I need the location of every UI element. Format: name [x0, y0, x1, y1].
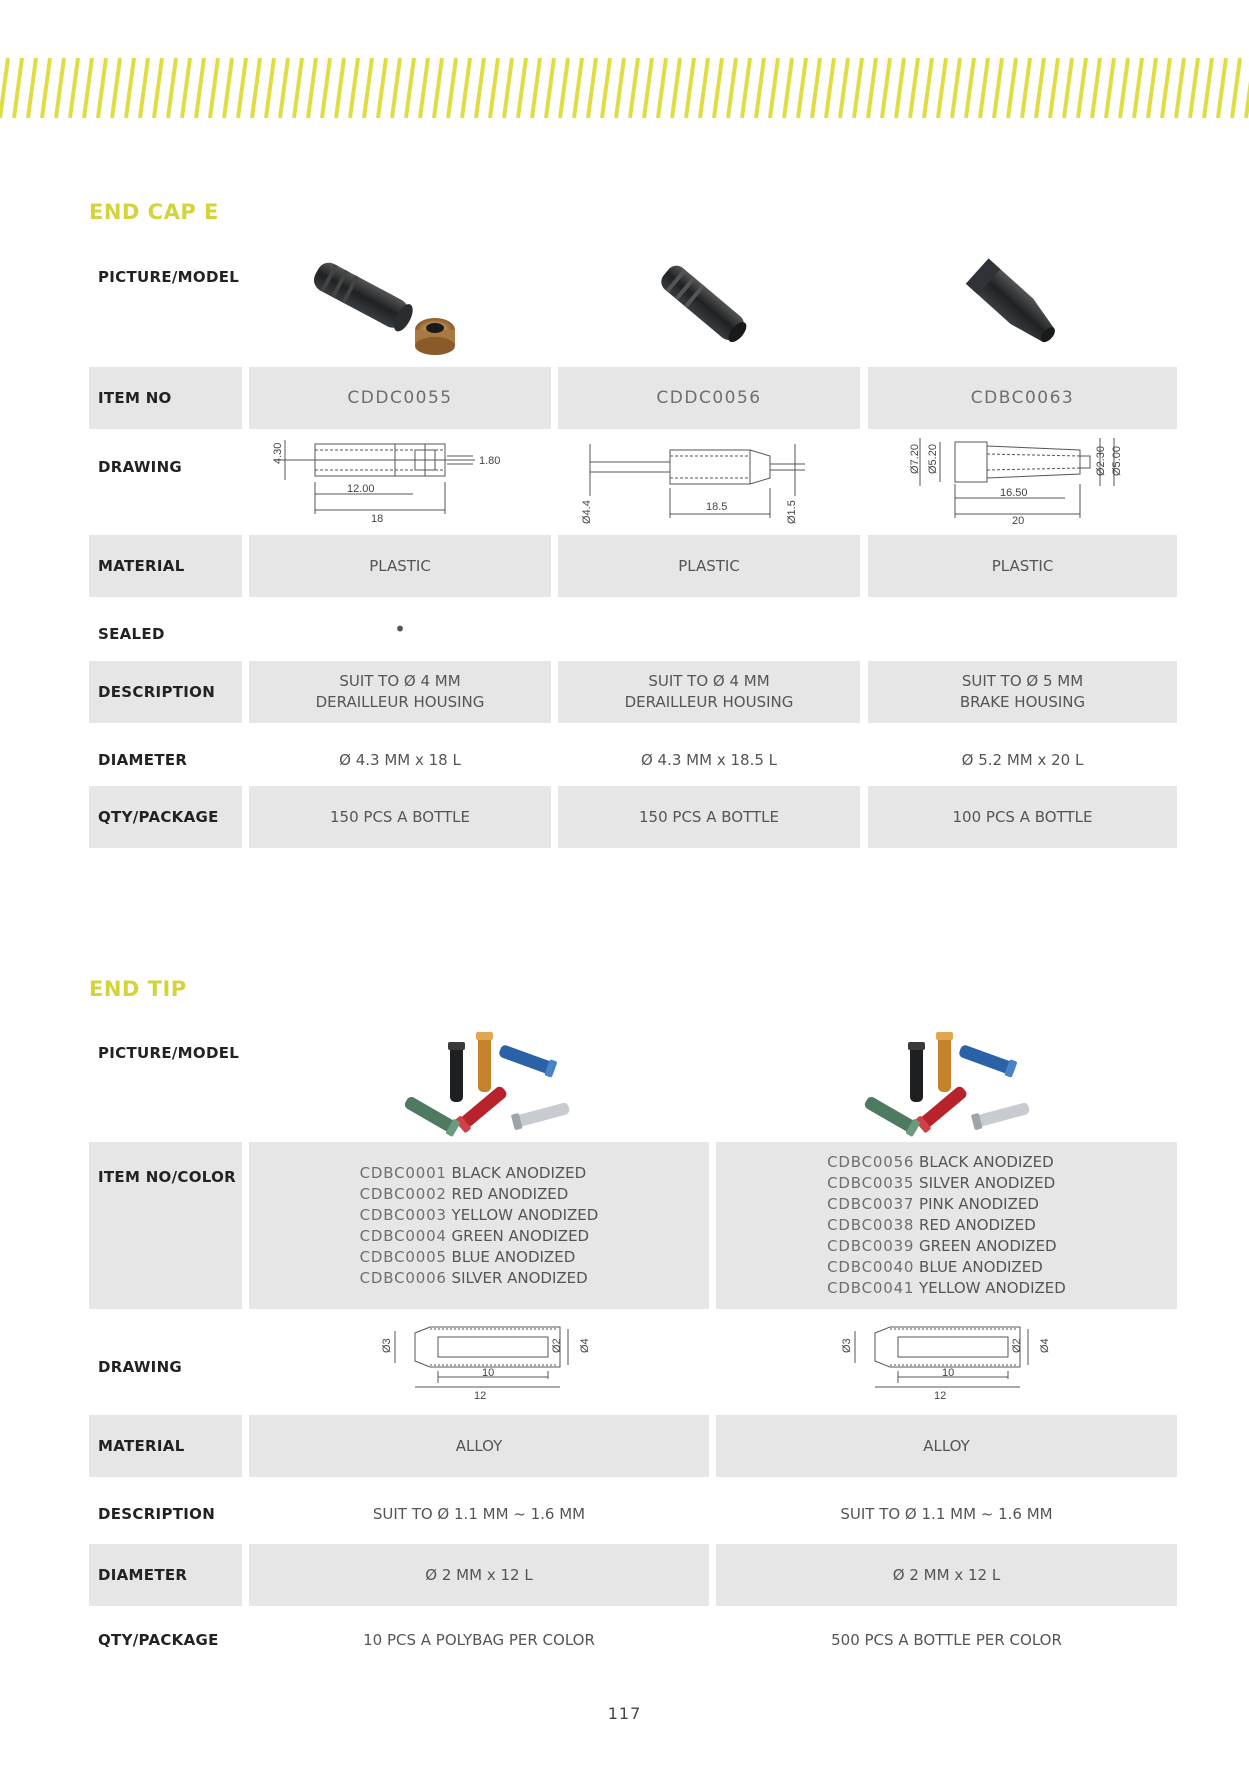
stripe [154, 58, 162, 118]
stripe [252, 58, 260, 118]
stripe [434, 58, 442, 118]
page-number: 117 [607, 1704, 642, 1723]
section-title-end-cap-e: END CAP E [89, 200, 219, 224]
stripe [210, 58, 218, 118]
description-line-1: SUIT TO Ø 4 MM [648, 672, 770, 690]
stripe [350, 58, 358, 118]
list-item: CDBC0004 GREEN ANODIZED [359, 1226, 590, 1245]
stripe [560, 58, 568, 118]
stripe [616, 58, 624, 118]
stripe [938, 58, 946, 118]
drawing-end-tip-2 [830, 1323, 1060, 1401]
drawing-label-d1: Ø3 [841, 1338, 853, 1353]
description-line-2: DERAILLEUR HOUSING [315, 693, 485, 711]
stripe [420, 58, 428, 118]
stripe [112, 58, 120, 118]
item-no-cdbc0063: CDBC0063 [868, 367, 1177, 429]
drawing-label-l2: 18 [371, 513, 384, 525]
stripe [280, 58, 288, 118]
description-cddc0055 [249, 661, 551, 723]
stripe [196, 58, 204, 118]
drawing-label-d1: 4.30 [272, 442, 284, 464]
list-item: CDBC0001 BLACK ANODIZED [359, 1163, 587, 1182]
stripe [1022, 58, 1030, 118]
list-item: CDBC0041 YELLOW ANODIZED [827, 1279, 1066, 1297]
stripe [364, 58, 372, 118]
stripe [742, 58, 750, 118]
stripe [1134, 58, 1142, 118]
diameter-cddc0055: Ø 4.3 MM x 18 L [339, 750, 461, 769]
stripe [868, 58, 876, 118]
label-qty-package-2: QTY/PACKAGE [98, 1631, 219, 1649]
drawing-cdbc0063 [900, 436, 1150, 526]
stripe [896, 58, 904, 118]
product-image-end-tip-set-1 [400, 1022, 580, 1137]
stripe [98, 58, 106, 118]
material-end-tip-2: ALLOY [716, 1415, 1177, 1477]
stripe [266, 58, 274, 118]
stripe [798, 58, 806, 118]
stripe [602, 58, 610, 118]
drawing-label-d4: Ø5.00 [1111, 446, 1123, 476]
stripe [686, 58, 694, 118]
label-description-2: DESCRIPTION [98, 1505, 216, 1523]
drawing-label-d3: Ø4 [579, 1338, 591, 1353]
stripe [140, 58, 148, 118]
stripe [1036, 58, 1044, 118]
stripe [700, 58, 708, 118]
stripe [532, 58, 540, 118]
stripe [448, 58, 456, 118]
label-material: MATERIAL [89, 535, 242, 597]
label-material-2: MATERIAL [89, 1415, 242, 1477]
stripe [910, 58, 918, 118]
list-item: CDBC0005 BLUE ANODIZED [359, 1247, 576, 1266]
description-end-tip-1: SUIT TO Ø 1.1 MM ~ 1.6 MM [372, 1504, 586, 1523]
stripe [980, 58, 988, 118]
stripe [1050, 58, 1058, 118]
material-cddc0056: PLASTIC [558, 535, 860, 597]
description-cddc0056 [558, 661, 860, 723]
list-item: CDBC0035 SILVER ANODIZED [827, 1174, 1056, 1192]
stripe [70, 58, 78, 118]
list-item: CDBC0006 SILVER ANODIZED [359, 1268, 588, 1287]
stripe [308, 58, 316, 118]
stripe [518, 58, 526, 118]
label-picture-model-2: PICTURE/MODEL [98, 1044, 240, 1062]
header-stripes [0, 0, 1249, 200]
stripe [14, 58, 22, 118]
description-line-1: SUIT TO Ø 4 MM [339, 672, 461, 690]
product-image-cddc0055 [300, 252, 460, 357]
drawing-label-l1: 10 [942, 1367, 955, 1379]
drawing-label-d3: Ø4 [1039, 1338, 1051, 1353]
stripe [1106, 58, 1114, 118]
stripe [490, 58, 498, 118]
drawing-end-tip-1 [370, 1323, 600, 1401]
material-end-tip-1: ALLOY [249, 1415, 709, 1477]
stripe [28, 58, 36, 118]
stripe [672, 58, 680, 118]
item-no-cddc0055: CDDC0055 [249, 367, 551, 429]
drawing-label-d2: Ø1.5 [786, 500, 798, 524]
drawing-label-d1: Ø7.20 [909, 444, 921, 474]
stripe [322, 58, 330, 118]
stripe [840, 58, 848, 118]
list-item: CDBC0039 GREEN ANODIZED [827, 1237, 1057, 1255]
stripe [994, 58, 1002, 118]
stripe [770, 58, 778, 118]
product-image-end-tip-set-2 [860, 1022, 1040, 1137]
stripe [168, 58, 176, 118]
drawing-cddc0056 [570, 436, 840, 528]
stripe [546, 58, 554, 118]
stripe [574, 58, 582, 118]
item-no-cddc0056: CDDC0056 [558, 367, 860, 429]
stripe [378, 58, 386, 118]
stripe [126, 58, 134, 118]
drawing-label-l2: 12 [474, 1390, 487, 1401]
stripe [658, 58, 666, 118]
list-item: CDBC0038 RED ANODIZED [827, 1216, 1036, 1234]
item-list-set-1 [249, 1142, 709, 1309]
description-line-2: DERAILLEUR HOUSING [624, 693, 794, 711]
material-cddc0055: PLASTIC [249, 535, 551, 597]
drawing-label-l1: 18.5 [706, 501, 728, 513]
stripe [1078, 58, 1086, 118]
drawing-label-d1: Ø3 [381, 1338, 393, 1353]
stripe [1176, 58, 1184, 118]
list-item: CDBC0040 BLUE ANODIZED [827, 1258, 1043, 1276]
stripe [924, 58, 932, 118]
list-item: CDBC0003 YELLOW ANODIZED [359, 1205, 599, 1224]
label-picture-model: PICTURE/MODEL [98, 268, 240, 286]
stripe [182, 58, 190, 118]
label-sealed: SEALED [98, 625, 165, 643]
drawing-cddc0055 [265, 436, 515, 526]
item-list-set-2 [716, 1142, 1177, 1309]
drawing-label-d2: Ø2 [1011, 1338, 1023, 1353]
stripe [392, 58, 400, 118]
qty-end-tip-2: 500 PCS A BOTTLE PER COLOR [831, 1630, 1062, 1649]
stripe [1008, 58, 1016, 118]
stripe [882, 58, 890, 118]
label-drawing: DRAWING [98, 458, 183, 476]
label-item-no: ITEM NO [89, 367, 242, 429]
stripe [476, 58, 484, 118]
stripe [630, 58, 638, 118]
stripe [756, 58, 764, 118]
stripe [406, 58, 414, 118]
list-item: CDBC0037 PINK ANODIZED [827, 1195, 1039, 1213]
stripe [826, 58, 834, 118]
stripe [56, 58, 64, 118]
label-qty-package: QTY/PACKAGE [89, 786, 242, 848]
diameter-end-tip-2: Ø 2 MM x 12 L [716, 1544, 1177, 1606]
stripe [1162, 58, 1170, 118]
stripe [336, 58, 344, 118]
stripe [224, 58, 232, 118]
stripe [644, 58, 652, 118]
qty-end-tip-1: 10 PCS A POLYBAG PER COLOR [363, 1630, 595, 1649]
qty-cdbc0063: 100 PCS A BOTTLE [868, 786, 1177, 848]
stripe [1064, 58, 1072, 118]
material-cdbc0063: PLASTIC [868, 535, 1177, 597]
drawing-label-l2: 20 [1012, 515, 1025, 526]
drawing-label-d2: Ø5.20 [927, 444, 939, 474]
product-image-cdbc0063 [960, 252, 1070, 357]
stripe [1092, 58, 1100, 118]
drawing-label-l1: 12.00 [347, 483, 375, 495]
label-drawing-2: DRAWING [98, 1358, 183, 1376]
stripe [952, 58, 960, 118]
stripe [1232, 58, 1240, 118]
section-title-end-tip: END TIP [89, 977, 187, 1001]
stripe [812, 58, 820, 118]
drawing-label-l2: 12 [934, 1390, 947, 1401]
stripe [1190, 58, 1198, 118]
stripe [84, 58, 92, 118]
qty-cddc0055: 150 PCS A BOTTLE [249, 786, 551, 848]
diameter-end-tip-1: Ø 2 MM x 12 L [249, 1544, 709, 1606]
description-line-2: BRAKE HOUSING [959, 693, 1086, 711]
drawing-label-d3: Ø2.30 [1095, 446, 1107, 476]
stripe [714, 58, 722, 118]
stripe [238, 58, 246, 118]
stripe [728, 58, 736, 118]
stripe [588, 58, 596, 118]
sealed-mark-cddc0055: • [394, 616, 406, 641]
stripe [1120, 58, 1128, 118]
description-end-tip-2: SUIT TO Ø 1.1 MM ~ 1.6 MM [840, 1504, 1053, 1523]
diameter-cdbc0063: Ø 5.2 MM x 20 L [961, 750, 1084, 769]
drawing-label-d2: 1.80 [479, 455, 501, 467]
drawing-label-d1: Ø4.4 [581, 500, 593, 524]
label-description: DESCRIPTION [89, 661, 242, 723]
drawing-label-l1: 10 [482, 1367, 495, 1379]
description-line-1: SUIT TO Ø 5 MM [961, 672, 1084, 690]
list-item: CDBC0002 RED ANODIZED [359, 1184, 569, 1203]
stripe [1218, 58, 1226, 118]
stripe [294, 58, 302, 118]
list-item: CDBC0056 BLACK ANODIZED [827, 1153, 1054, 1171]
label-item-no-color: ITEM NO/COLOR [89, 1142, 242, 1309]
stripe [504, 58, 512, 118]
qty-cddc0056: 150 PCS A BOTTLE [558, 786, 860, 848]
product-image-cddc0056 [650, 252, 760, 357]
stripe [966, 58, 974, 118]
stripe [42, 58, 50, 118]
stripe [0, 58, 8, 118]
label-diameter: DIAMETER [98, 751, 188, 769]
stripe [784, 58, 792, 118]
drawing-label-d2: Ø2 [551, 1338, 563, 1353]
stripe [1148, 58, 1156, 118]
stripe [1204, 58, 1212, 118]
stripe [462, 58, 470, 118]
diameter-cddc0056: Ø 4.3 MM x 18.5 L [640, 750, 778, 769]
description-cdbc0063 [868, 661, 1177, 723]
stripe [854, 58, 862, 118]
drawing-label-l1: 16.50 [1000, 487, 1028, 499]
label-diameter-2: DIAMETER [89, 1544, 242, 1606]
